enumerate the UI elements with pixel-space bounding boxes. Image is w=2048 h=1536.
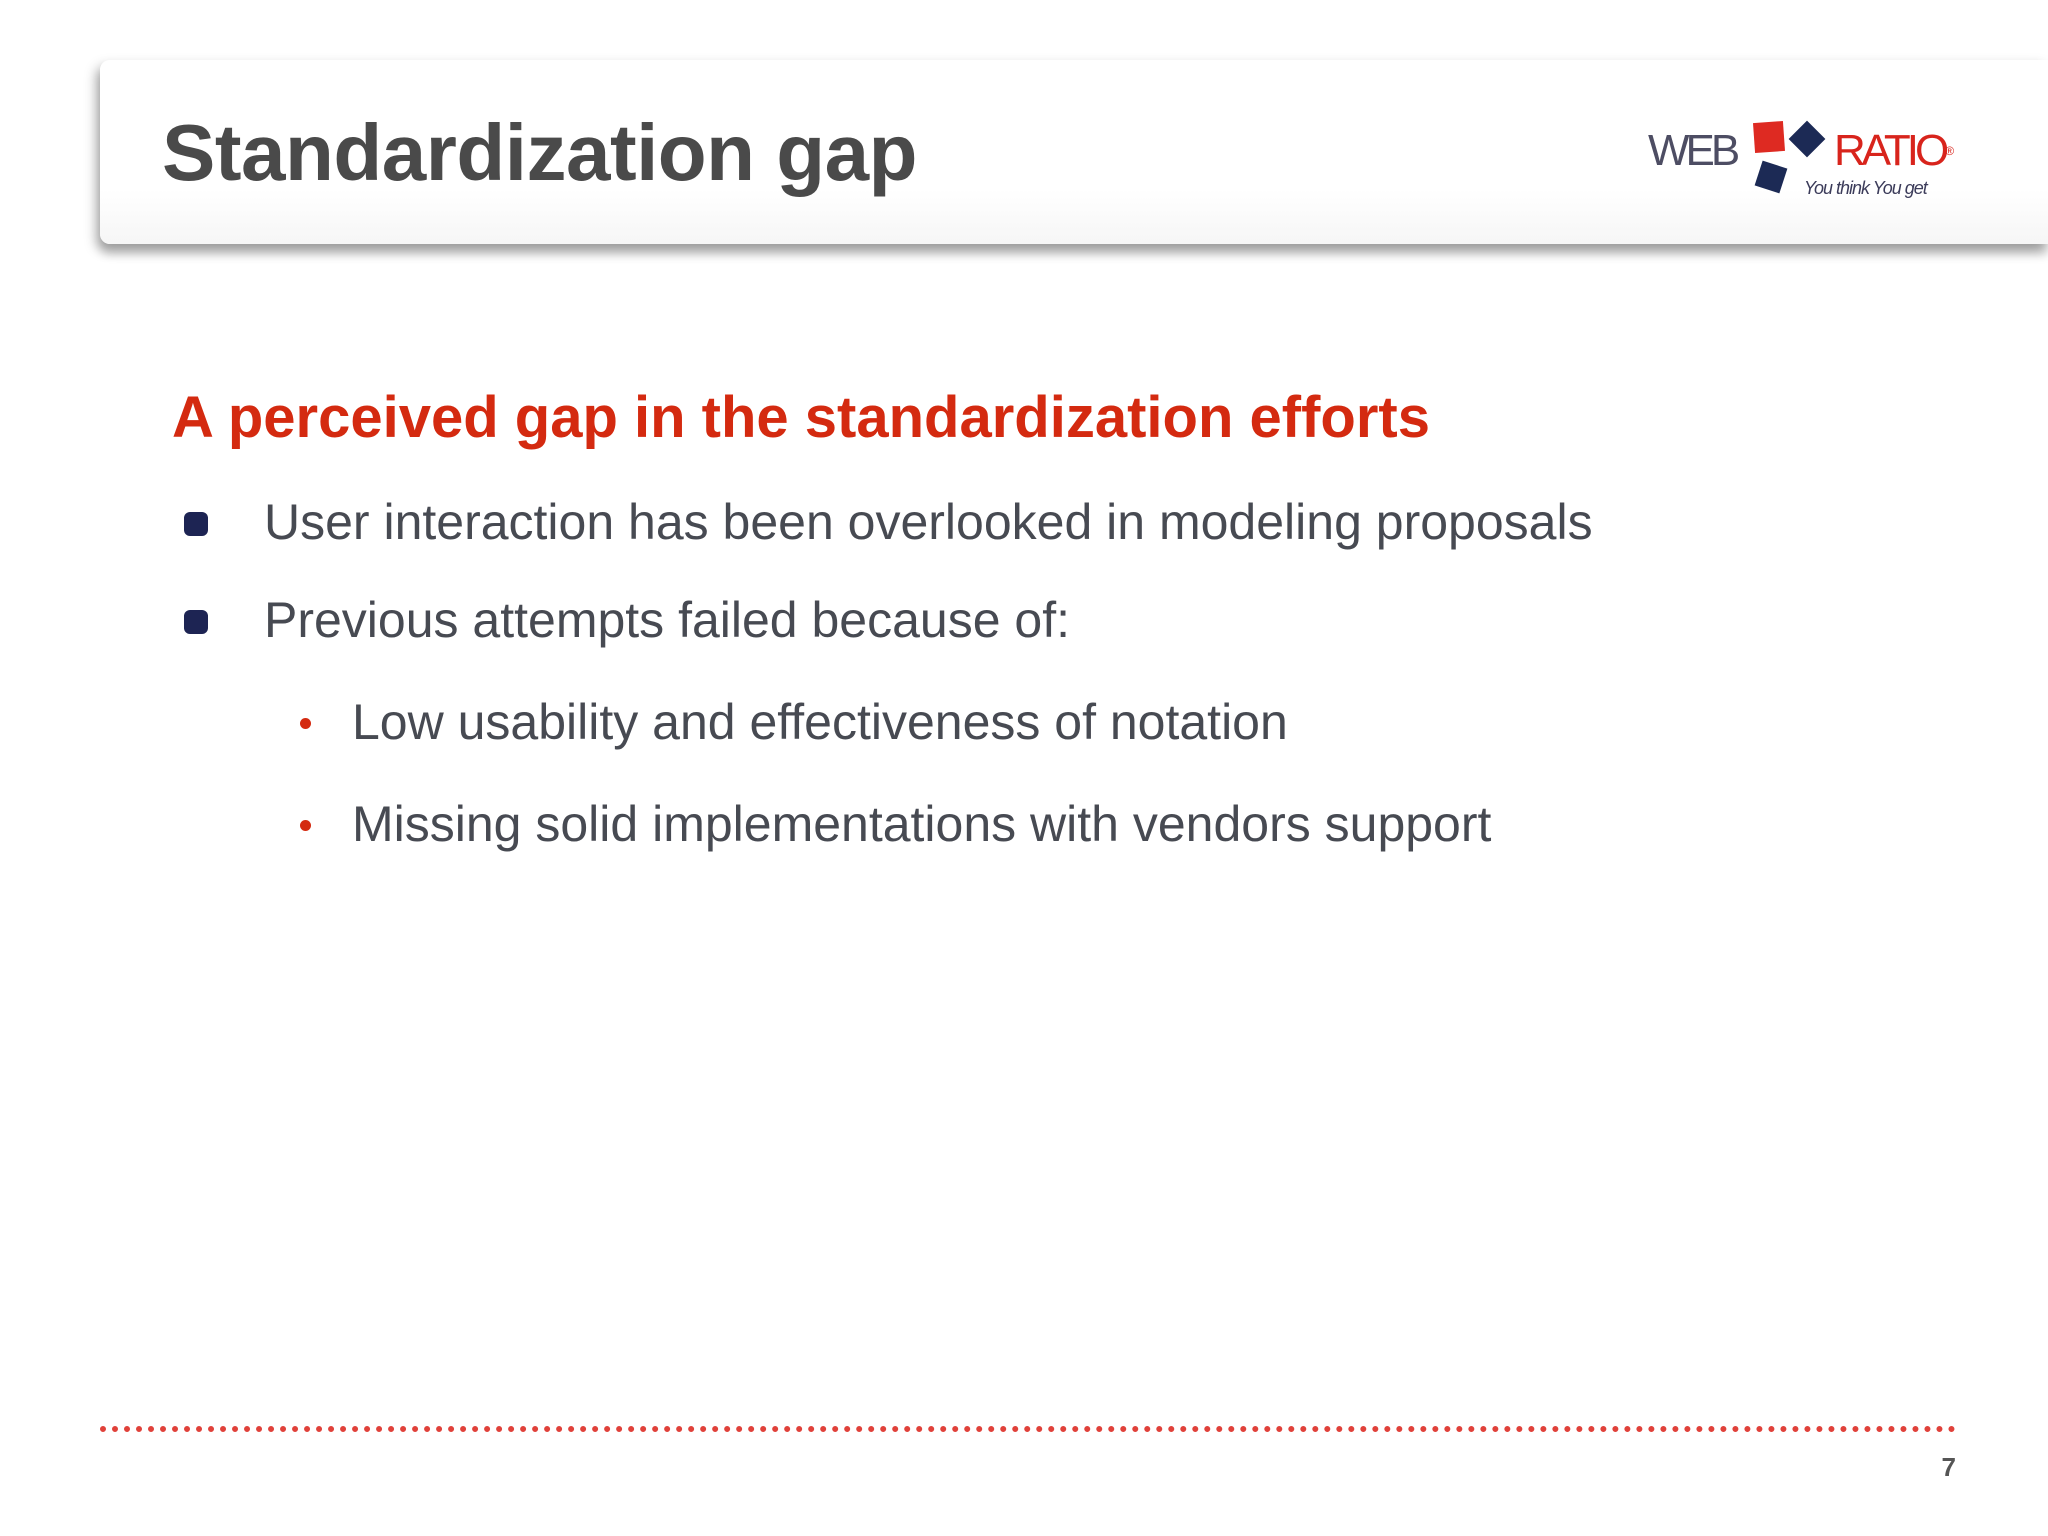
logo-word-web: WEB	[1648, 126, 1737, 175]
logo-registered-mark: ®	[1945, 144, 1955, 158]
bullet-text: Previous attempts failed because of:	[264, 592, 1071, 648]
bullet-text: User interaction has been overlooked in modeling proposals	[264, 494, 1593, 550]
dot-bullet-icon	[300, 718, 311, 729]
logo-navy-diamond-icon	[1789, 121, 1826, 158]
square-bullet-icon	[184, 610, 208, 634]
logo-tagline: You think You get	[1804, 178, 1927, 198]
webratio-logo	[1648, 116, 1968, 216]
square-bullet-icon	[184, 512, 208, 536]
logo-navy-square-icon	[1755, 161, 1788, 194]
sub-bullet-text: Low usability and effectiveness of notation	[352, 694, 1288, 750]
slide-number: 7	[1941, 1452, 1956, 1482]
logo-word-ratio: RATIO®	[1834, 126, 1955, 175]
sub-bullet-text: Missing solid implementations with vendors support	[352, 796, 1492, 852]
dot-bullet-icon	[300, 820, 311, 831]
page-title: Standardization gap	[162, 108, 917, 197]
footer-dotted-divider	[100, 1426, 1956, 1432]
section-heading: A perceived gap in the standardization efforts	[172, 385, 1430, 450]
logo-red-square-icon	[1753, 121, 1785, 153]
